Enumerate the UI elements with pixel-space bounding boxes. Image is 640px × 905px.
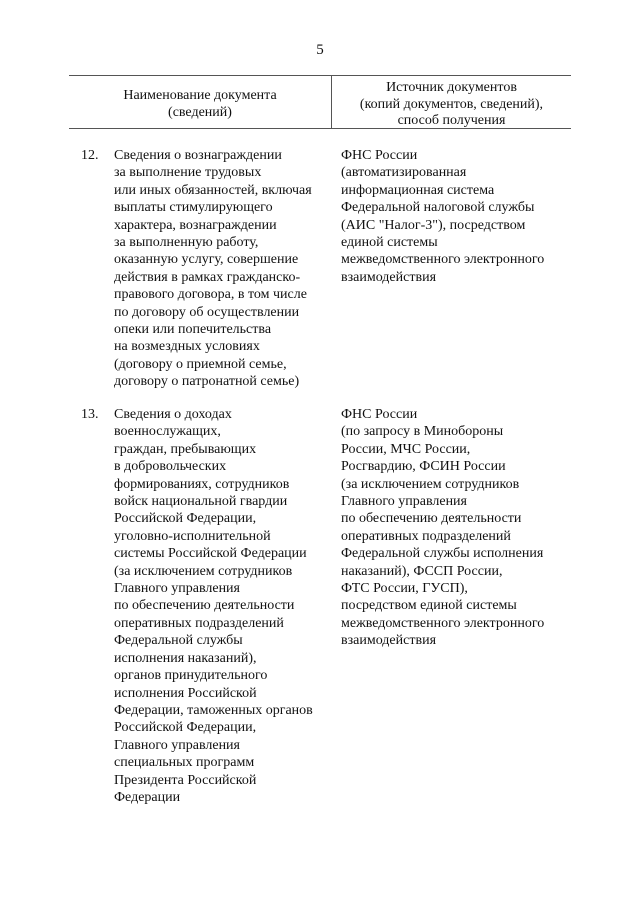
row-number: 12. [81,148,99,163]
row-document-name: Сведения о вознаграждении за выполнение трудовых или иных обязанностей, включая выплаты стимулирующего характера, вознаграждении за выполненную работу, оказанную услугу, совершение действия в рамках гражданско- правового договора, в том числе по договору об осуществлении опеки или попечительства на возмездных условиях (договору о приемной семье, договору о патронатной семье) [114,148,312,390]
row-number: 13. [81,407,99,422]
row-source: ФНС России (автоматизированная информационная система Федеральной налоговой службы (АИС "Налог-3"), посредством единой системы межведомственного электронного взаимодействия [341,148,545,285]
row-source: ФНС России (по запросу в Минобороны России, МЧС России, Росгвардию, ФСИН России (за исключением сотрудников Главного управления по обеспечению деятельности оперативных подразделений Федеральной службы исполнения наказаний), ФССП России, ФТС России, ГУСП), посредством единой системы межведомственного электронного взаимодействия [341,407,545,649]
table-header-document-name: Наименование документа (сведений) [123,88,277,120]
table-header-source: Источник документов (копий документов, сведений), способ получения [359,80,544,128]
page-number: 5 [316,42,324,58]
table-header-top-rule [69,75,571,76]
row-document-name: Сведения о доходах военнослужащих, граждан, пребывающих в добровольческих формированиях, сотрудников войск национальной гвардии Российской Федерации, уголовно-исполнительной системы Российской Федерации (за исключением сотрудников Главного управления по обеспечению деятельности оперативных подразделений Федеральной службы исполнения наказаний), органов принудительного исполнения Российской Федерации, таможенных органов Российской Федерации, Главного управления специальных программ Президента Российской Федерации [114,407,313,805]
